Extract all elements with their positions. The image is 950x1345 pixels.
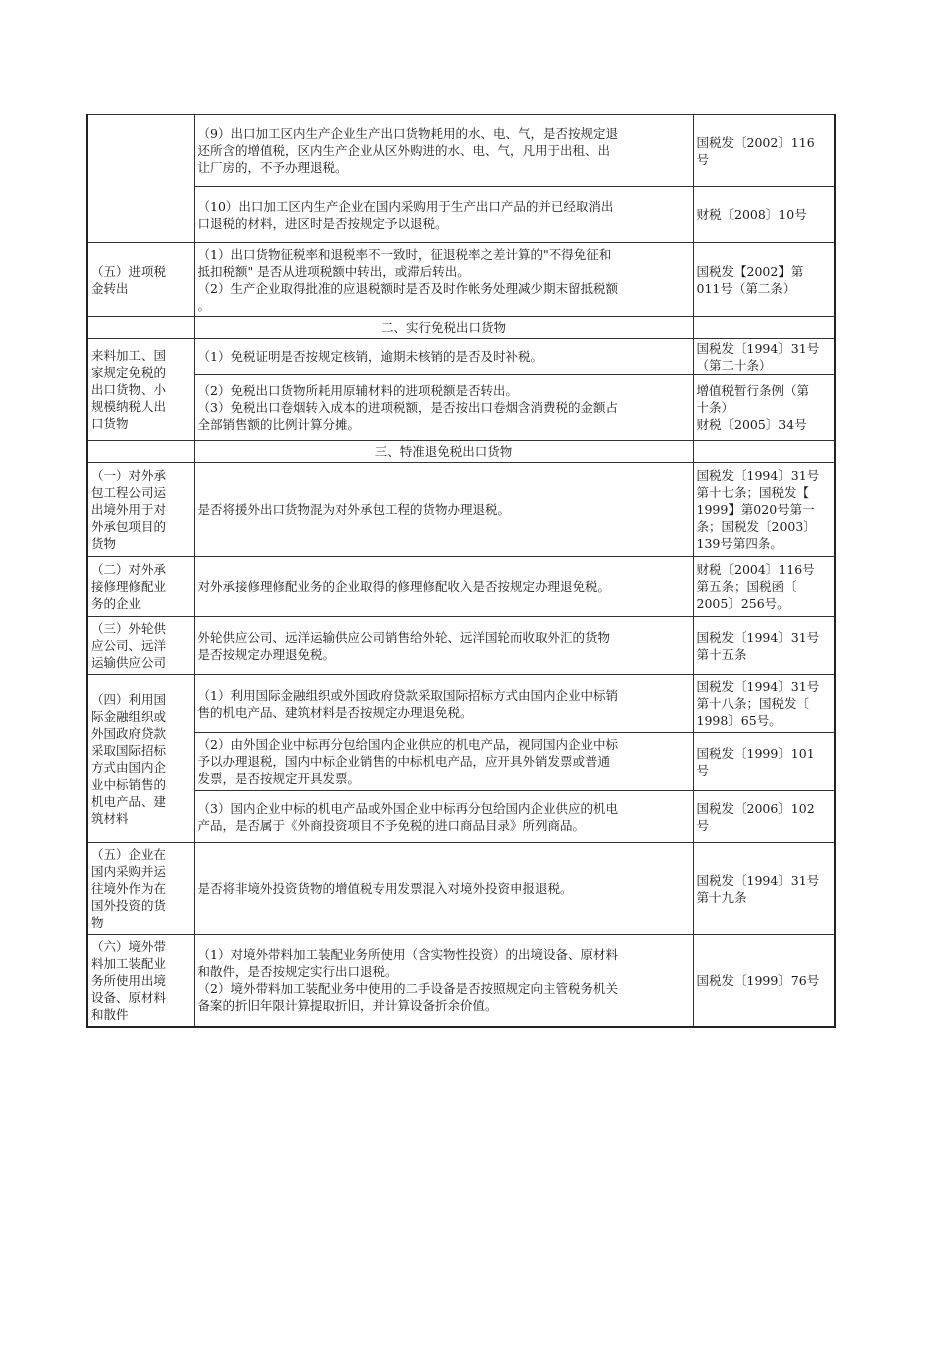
category-text — [91, 691, 191, 827]
content-text — [198, 125, 690, 176]
text-line: 外国政府贷款 — [91, 725, 167, 741]
text-line: 和散件 — [91, 1006, 129, 1022]
text-line: 口货物 — [91, 416, 129, 431]
content-text — [198, 736, 690, 787]
text-line: 十条） — [696, 400, 735, 415]
category-text — [91, 561, 191, 612]
text-line: 出境外用于对 — [91, 502, 167, 517]
content-text — [198, 348, 690, 365]
text-line: 物 — [91, 915, 104, 930]
text-line: 国税发〔1999〕101 — [696, 745, 815, 761]
content-cell — [194, 935, 693, 1027]
text-line: （9）出口加工区内生产企业生产出口货物耗用的水、电、气，是否按规定退 — [197, 126, 618, 141]
table-row — [87, 339, 835, 375]
basis-cell — [693, 557, 835, 617]
text-line: 料加工装配业 — [91, 955, 167, 971]
section-header-row — [87, 317, 835, 339]
text-line: （1）利用国际金融组织或外国政府贷款采取国际招标方式由国内企业中标销 — [197, 687, 618, 703]
text-line: 财税〔2004〕116号 — [696, 562, 815, 577]
text-line: 家规定免税的 — [91, 365, 167, 380]
table-row — [87, 935, 835, 1027]
table-row — [87, 843, 835, 935]
section-title: 二、实行免税出口货物 — [194, 317, 693, 339]
content-text — [198, 880, 690, 897]
content-text — [198, 501, 690, 518]
basis-cell — [693, 375, 835, 441]
text-line: （六）境外带 — [91, 938, 167, 954]
text-line: 口退税的材料，进区时是否按规定予以退税。 — [197, 215, 448, 231]
basis-text — [697, 800, 832, 834]
text-line: （2）免税出口货物所耗用原辅材料的进项税额是否转出。 — [197, 383, 518, 398]
table-row — [87, 617, 835, 675]
basis-text — [697, 629, 832, 663]
section-header-row — [87, 441, 835, 463]
table-row — [87, 243, 835, 317]
text-line: 务的企业 — [91, 596, 142, 611]
text-line: 国税发〔1994〕31号 — [696, 468, 820, 483]
category-cell — [87, 115, 194, 243]
table-row — [87, 791, 835, 843]
text-line: 产品，是否属于《外商投资项目不予免税的进口商品目录》所列商品。 — [197, 817, 586, 833]
table-row — [87, 733, 835, 791]
category-cell — [87, 463, 194, 557]
tax-audit-table-sheet — [86, 114, 834, 1028]
text-line: 国内采购并运 — [91, 864, 167, 879]
text-line: 。 — [197, 297, 211, 313]
text-line: （1）对境外带料加工装配业务所使用（含实物性投资）的出境设备、原材料 — [197, 947, 618, 963]
text-line: （2）生产企业取得批准的应退税额时是否及时作帐务处理减少期末留抵税额 — [197, 280, 618, 296]
text-line: （10）出口加工区内生产企业在国内采购用于生产出口产品的并已经取消出 — [197, 198, 614, 214]
content-text — [198, 946, 690, 1014]
table-row — [87, 557, 835, 617]
category-cell — [87, 441, 194, 463]
text-line: 是否按规定办理退免税。 — [197, 646, 336, 662]
text-line: 国税发〔1994〕31号 — [696, 872, 820, 888]
content-cell — [194, 675, 693, 733]
table-row — [87, 375, 835, 441]
category-text — [91, 263, 191, 297]
basis-cell — [693, 317, 835, 339]
text-line: 还所含的增值税，区内生产企业从区外购进的水、电、气，凡用于出租、出 — [197, 143, 611, 158]
text-line: 筑材料 — [91, 810, 129, 826]
text-line: 务所使用出境 — [91, 972, 167, 988]
category-cell — [87, 243, 194, 317]
text-line: 全部销售额的比例计算分摊。 — [197, 417, 361, 432]
text-line: 2005〕256号。 — [696, 596, 790, 611]
text-line: 号 — [696, 762, 710, 778]
text-line: 国税发【2002】第 — [696, 263, 804, 279]
basis-text — [697, 467, 832, 552]
text-line: （四）利用国 — [91, 691, 167, 707]
text-line: （1）免税证明是否按规定核销，逾期未核销的是否及时补税。 — [197, 349, 543, 364]
text-line: （二）对外承 — [91, 562, 167, 577]
text-line: 国税发〔1999〕76号 — [696, 972, 820, 988]
text-line: 机电产品、建 — [91, 793, 167, 809]
text-line: 国税发〔1994〕31号 — [696, 629, 820, 645]
text-line: 出口货物、小 — [91, 382, 167, 397]
text-line: 予以办理退税，国内中标企业销售的中标机电产品，应开具外销发票或普通 — [197, 754, 611, 769]
basis-cell — [693, 463, 835, 557]
basis-text — [697, 382, 832, 433]
text-line: 和散件，是否按规定实行出口退税。 — [197, 964, 398, 980]
text-line: （五）企业在 — [91, 847, 167, 862]
text-line: 对外承接修理修配业务的企业取得的修理修配收入是否按规定办理退免税。 — [197, 579, 611, 594]
content-cell — [194, 843, 693, 935]
basis-cell — [693, 843, 835, 935]
content-cell — [194, 375, 693, 441]
basis-cell — [693, 187, 835, 243]
text-line: 第十八条；国税发〔 — [696, 696, 810, 711]
content-cell — [194, 617, 693, 675]
table-row — [87, 463, 835, 557]
category-text — [91, 467, 191, 552]
category-cell — [87, 935, 194, 1027]
content-text — [198, 198, 690, 232]
content-cell — [194, 187, 693, 243]
text-line: 外轮供应公司、远洋运输供应公司销售给外轮、远洋国轮而收取外汇的货物 — [197, 629, 611, 645]
basis-cell — [693, 339, 835, 375]
text-line: （三）外轮供 — [91, 621, 167, 636]
content-cell — [194, 733, 693, 791]
content-cell — [194, 339, 693, 375]
basis-text — [697, 745, 832, 779]
text-line: （1）出口货物征税率和退税率不一致时，征退税率之差计算的"不得免征和 — [197, 246, 612, 262]
text-line: 采取国际招标 — [91, 742, 167, 758]
category-cell — [87, 617, 194, 675]
basis-text — [697, 206, 832, 223]
text-line: 规模纳税人出 — [91, 399, 167, 414]
basis-text — [697, 263, 832, 297]
basis-cell — [693, 115, 835, 187]
basis-cell — [693, 243, 835, 317]
table-row — [87, 115, 835, 187]
category-cell — [87, 317, 194, 339]
text-line: 号 — [696, 817, 710, 833]
text-line: （第二十条） — [696, 357, 772, 373]
text-line: 包工程公司运 — [91, 485, 167, 500]
text-line: 国税发〔1994〕31号 — [696, 679, 820, 694]
content-cell — [194, 791, 693, 843]
content-cell — [194, 557, 693, 617]
text-line: （3）国内企业中标的机电产品或外国企业中标再分包给国内企业供应的机电 — [197, 800, 618, 816]
basis-cell — [693, 935, 835, 1027]
category-text — [91, 347, 191, 432]
text-line: 来料加工、国 — [91, 348, 167, 363]
basis-text — [697, 340, 832, 374]
text-line: 方式由国内企 — [91, 759, 167, 775]
basis-cell — [693, 733, 835, 791]
category-text — [91, 620, 191, 671]
basis-text — [697, 561, 832, 612]
text-line: 运输供应公司 — [91, 655, 167, 670]
text-line: 售的机电产品、建筑材料是否按规定办理退免税。 — [197, 704, 473, 720]
text-line: 抵扣税额" 是否从进项税额中转出，或滞后转出。 — [197, 263, 470, 279]
basis-cell — [693, 791, 835, 843]
content-text — [198, 382, 690, 433]
text-line: 备案的折旧年限计算提取折旧，并计算设备折余价值。 — [197, 998, 498, 1014]
content-cell — [194, 463, 693, 557]
category-text — [91, 938, 191, 1023]
text-line: 第十七条；国税发【 — [696, 485, 810, 500]
text-line: 应公司、远洋 — [91, 638, 167, 653]
text-line: 让厂房的，不予办理退税。 — [197, 160, 348, 175]
text-line: 号 — [696, 151, 710, 167]
text-line: 际金融组织或 — [91, 708, 167, 724]
table-row — [87, 675, 835, 733]
text-line: 139号第四条。 — [696, 536, 783, 551]
text-line: 往境外作为在 — [91, 881, 167, 896]
text-line: 财税〔2008〕10号 — [696, 207, 807, 222]
basis-text — [697, 134, 832, 168]
content-text — [198, 578, 690, 595]
basis-text — [697, 678, 832, 729]
category-cell — [87, 843, 194, 935]
category-cell — [87, 675, 194, 843]
category-text — [91, 846, 191, 931]
text-line: （2）由外国企业中标再分包给国内企业供应的机电产品，视同国内企业中标 — [197, 737, 618, 752]
text-line: 国税发〔1994〕31号 — [696, 340, 820, 356]
text-line: 国外投资的货 — [91, 898, 167, 913]
text-line: （3）免税出口卷烟转入成本的进项税额，是否按出口卷烟含消费税的金额占 — [197, 400, 618, 415]
text-line: 发票，是否按规定开具发票。 — [197, 771, 361, 786]
text-line: 金转出 — [91, 280, 129, 296]
text-line: 是否将援外出口货物混为对外承包工程的货物办理退税。 — [197, 502, 511, 517]
text-line: 国税发〔2002〕116 — [696, 134, 815, 150]
text-line: 国税发〔2006〕102 — [696, 800, 815, 816]
text-line: 设备、原材料 — [91, 989, 167, 1005]
text-line: 第十五条 — [696, 646, 747, 662]
text-line: 011号（第二条） — [696, 280, 796, 296]
content-text — [198, 629, 690, 663]
text-line: 货物 — [91, 536, 117, 551]
text-line: 第十九条 — [696, 889, 747, 905]
text-line: 增值税暂行条例（第 — [696, 383, 810, 398]
basis-cell — [693, 675, 835, 733]
content-cell — [194, 115, 693, 187]
table-row — [87, 187, 835, 243]
content-text — [198, 246, 690, 314]
text-line: （一）对外承 — [91, 468, 167, 483]
category-cell — [87, 339, 194, 441]
text-line: 第五条；国税函〔 — [696, 579, 797, 594]
content-text — [198, 800, 690, 834]
text-line: 接修理修配业 — [91, 579, 167, 594]
basis-cell — [693, 617, 835, 675]
text-line: 业中标销售的 — [91, 776, 167, 792]
text-line: 外承包项目的 — [91, 519, 167, 534]
basis-text — [697, 872, 832, 906]
basis-cell — [693, 441, 835, 463]
text-line: 是否将非境外投资货物的增值税专用发票混入对境外投资申报退税。 — [197, 881, 573, 896]
text-line: 1998〕65号。 — [696, 713, 782, 728]
tax-audit-table — [86, 114, 836, 1028]
section-title: 三、特准退免税出口货物 — [194, 441, 693, 463]
content-cell — [194, 243, 693, 317]
text-line: （2）境外带料加工装配业务中使用的二手设备是否按照规定向主管税务机关 — [197, 981, 618, 997]
text-line: （五）进项税 — [91, 263, 167, 279]
text-line: 1999】第020号第一 — [696, 502, 815, 517]
text-line: 条；国税发〔2003〕 — [696, 519, 816, 534]
basis-text — [697, 972, 832, 989]
text-line: 财税〔2005〕34号 — [696, 417, 807, 432]
content-text — [198, 687, 690, 721]
category-cell — [87, 557, 194, 617]
